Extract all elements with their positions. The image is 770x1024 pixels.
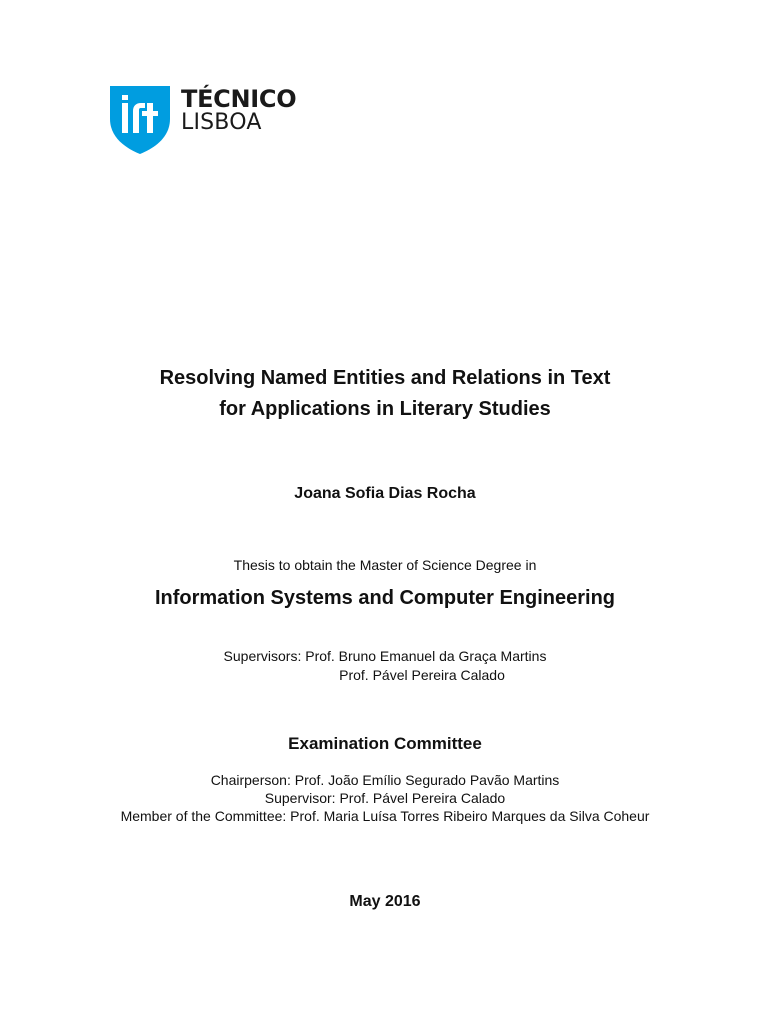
committee-supervisor: Supervisor: Prof. Pável Pereira Calado: [264, 790, 506, 806]
committee-chairperson: Chairperson: Prof. João Emílio Segurado Pavão Martins: [210, 772, 560, 788]
degree-name: Information Systems and Computer Engineering: [154, 587, 616, 609]
supervisors: [0, 647, 770, 685]
committee-member: Member of the Committee: Prof. Maria Luísa Torres Ribeiro Marques da Silva Coheur: [120, 808, 650, 824]
author-name: Joana Sofia Dias Rocha: [294, 485, 476, 502]
tecnico-lisboa-logo: [109, 85, 299, 155]
logo-text-lisboa: LISBOA: [181, 110, 262, 135]
logo-text-tecnico: TÉCNICO: [181, 85, 297, 113]
ist-shield-icon: [109, 85, 171, 155]
examination-committee: [0, 771, 770, 825]
thesis-title-line-2: for Applications in Literary Studies: [219, 398, 551, 420]
thesis-title: [0, 363, 770, 425]
submission-date: May 2016: [349, 893, 421, 910]
supervisors-line-2: Prof. Pável Pereira Calado: [339, 667, 505, 683]
thesis-title-line-1: Resolving Named Entities and Relations in Text: [159, 367, 611, 389]
degree-intro: Thesis to obtain the Master of Science Degree in: [233, 557, 537, 573]
supervisors-line-1: Supervisors: Prof. Bruno Emanuel da Graça Martins: [223, 648, 547, 664]
examination-committee-heading: Examination Committee: [288, 734, 482, 753]
